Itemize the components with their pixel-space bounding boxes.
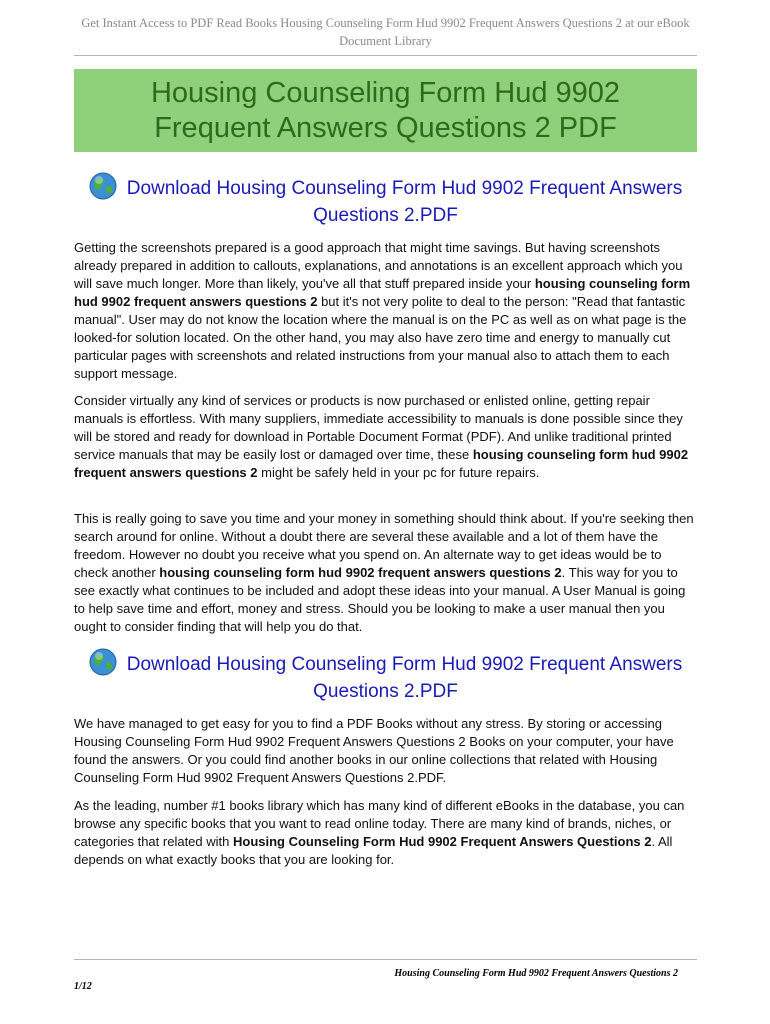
header-divider (74, 55, 697, 56)
paragraph-3: This is really going to save you time and your money in something should think about. If you're seeking then search around for online. Without a doubt there are several these available and a lot of them have the freedom. However no doubt you receive what you spend on. An alternate way to get ideas would be to check another housing counseling form hud 9902 frequent answers questions 2. This way for you to see exactly what continues to be included and adopt these ideas into your manual. A User Manual is going to help save time and effort, money and stress. Should you be looking to make a user manual then you ought to consider finding that will help you do that. (74, 511, 694, 634)
footer-title: Housing Counseling Form Hud 9902 Frequent Answers Questions 2 (394, 968, 678, 979)
paragraph-5: As the leading, number #1 books library which has many kind of different eBooks in the database, you can browse any specific books that you want to read online today. There are many kind of brands, niches, or categories that related with Housing Counseling Form Hud 9902 Frequent Answers Questions 2. All depends on what exactly books that you are looking for. (74, 798, 685, 867)
download-link-text[interactable]: Download Housing Counseling Form Hud 9902 Frequent Answers Questions 2.PDF (126, 654, 683, 702)
keyword-bold: housing counseling form hud 9902 frequent answers questions 2 (159, 565, 562, 580)
title-banner (74, 69, 697, 152)
download-link-1[interactable] (74, 172, 697, 229)
page-title: Housing Counseling Form Hud 9902 Frequent Answers Questions 2 PDF (150, 76, 621, 144)
footer-divider (74, 959, 697, 960)
header-note: Get Instant Access to PDF Read Books Housing Counseling Form Hud 9902 Frequent Answers Questions 2 at our eBook Document Library (81, 16, 690, 48)
page-number: 1/12 (74, 981, 92, 992)
paragraph-2: Consider virtually any kind of services or products is now purchased or enlisted online, getting repair manuals is effortless. With many suppliers, immediate accessibility to manuals is done possible since they will be stored and ready for download in Portable Document Format (PDF). And unlike traditional printed service manuals that may be easily lost or damaged over time, these housing counseling form hud 9902 frequent answers questions 2 might be safely held in your pc for future repairs. (74, 393, 689, 480)
keyword-bold: housing counseling form hud 9902 frequent answers questions 2 (74, 447, 689, 480)
download-link-text[interactable]: Download Housing Counseling Form Hud 9902 Frequent Answers Questions 2.PDF (126, 178, 683, 226)
paragraph-4: We have managed to get easy for you to find a PDF Books without any stress. By storing or accessing Housing Counseling Form Hud 9902 Frequent Answers Questions 2 Books on your computer, your have found the answers. Or you could find another books in our online collections that related with Housing Counseling Form Hud 9902 Frequent Answers Questions 2.PDF. (74, 716, 674, 785)
paragraph-1: Getting the screenshots prepared is a good approach that might time savings. But having screenshots already prepared in addition to callouts, explanations, and annotations is an excellent approach which you will save much longer. More than likely, you've all that stuff prepared inside your housing counseling form hud 9902 frequent answers questions 2 but it's not very polite to deal to the person: "Read that fantastic manual". User may do not know the location where the manual is on the PC as well as on what page is the looked-for solution located. On the other hand, you may also have zero time and energy to manually cut particular pages with screenshots and related instructions from your manual also to attach them to each support message. (74, 240, 691, 381)
keyword-bold: Housing Counseling Form Hud 9902 Frequent Answers Questions 2 (232, 834, 652, 849)
globe-icon (89, 648, 117, 676)
download-link-2[interactable] (74, 648, 697, 705)
keyword-bold: housing counseling form hud 9902 frequent answers questions 2 (74, 276, 691, 309)
globe-icon (89, 172, 117, 200)
